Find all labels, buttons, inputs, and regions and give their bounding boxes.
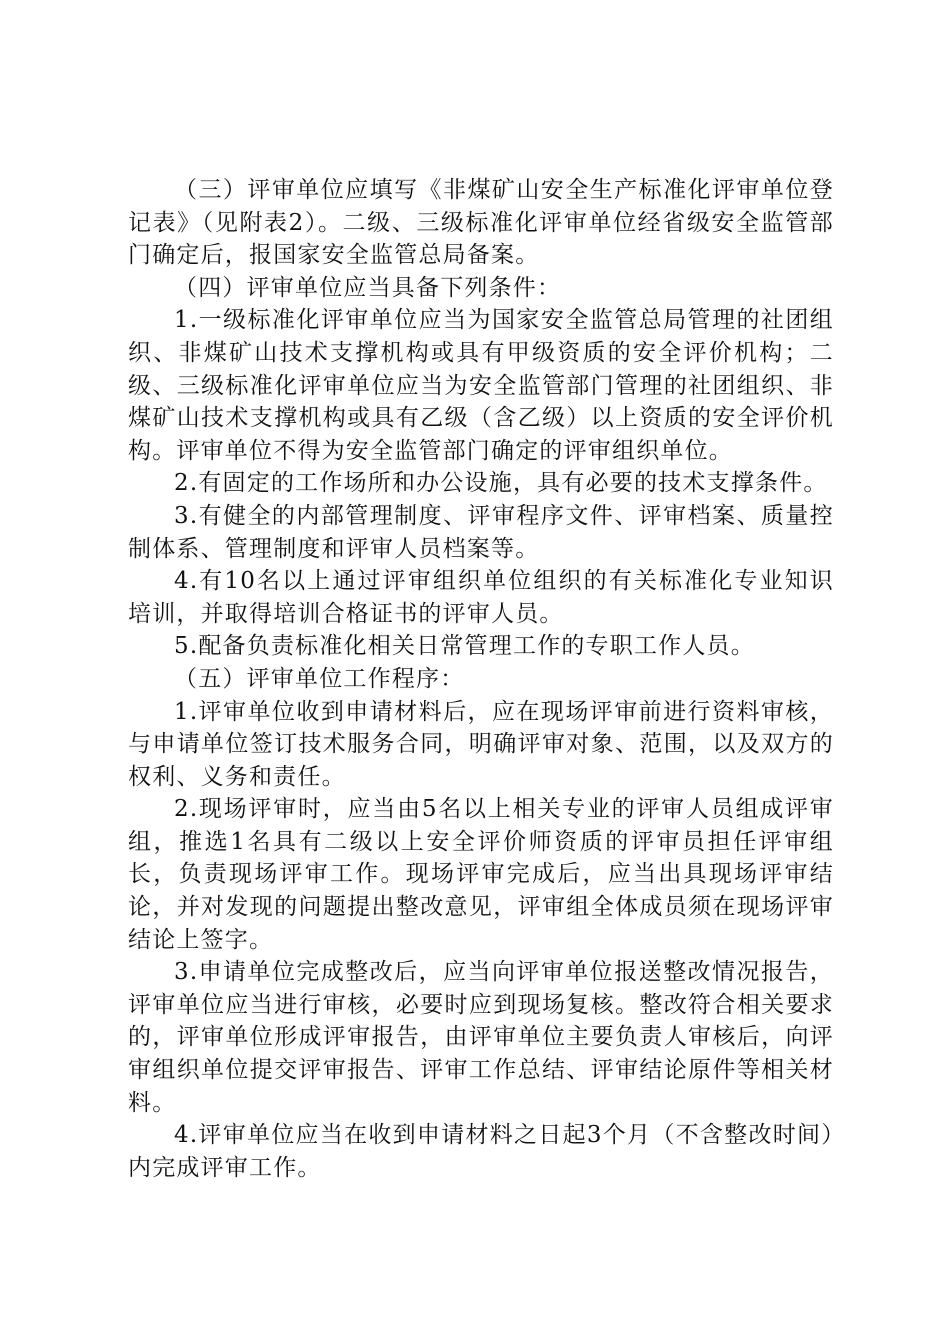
procedure-4-paragraph: 4.评审单位应当在收到申请材料之日起3个月（不含整改时间）内完成评审工作。 (128, 1122, 834, 1181)
procedure-2-paragraph: 2.现场评审时，应当由5名以上相关专业的评审人员组成评审组，推选1名具有二级以上安全评价师资质的评审员担任评审组长，负责现场评审工作。现场评审完成后，应当出具现场评审结论，并对发现的问题提出整改意见，评审组全体成员须在现场评审结论上签字。 (128, 796, 834, 953)
section-5-heading: （五）评审单位工作程序： (174, 665, 465, 692)
condition-1-paragraph: 1.一级标准化评审单位应当为国家安全监管总局管理的社团组织、非煤矿山技术支撑机构或具有甲级资质的安全评价机构；二级、三级标准化评审单位应当为安全监管部门管理的社团组织、非煤矿山技术支撑机构或具有乙级（含乙级）以上资质的安全评价机构。评审单位不得为安全监管部门确定的评审组织单位。 (128, 307, 834, 464)
section-3-paragraph: （三）评审单位应填写《非煤矿山安全生产标准化评审单位登记表》（见附表2）。二级、三级标准化评审单位经省级安全监管部门确定后，报国家安全监管总局备案。 (128, 177, 834, 269)
procedure-3-paragraph: 3.申请单位完成整改后，应当向评审单位报送整改情况报告，评审单位应当进行审核，必要时应到现场复核。整改符合相关要求的，评审单位形成评审报告，由评审单位主要负责人审核后，向评审组织单位提交评审报告、评审工作总结、评审结论原件等相关材料。 (128, 959, 834, 1116)
condition-2-paragraph: 2.有固定的工作场所和办公设施，具有必要的技术支撑条件。 (174, 470, 828, 497)
procedure-1-paragraph: 1.评审单位收到申请材料后，应在现场评审前进行资料审核，与申请单位签订技术服务合同，明确评审对象、范围，以及双方的权利、义务和责任。 (128, 698, 834, 790)
section-4-heading: （四）评审单位应当具备下列条件： (174, 274, 562, 301)
condition-4-paragraph: 4.有10名以上通过评审组织单位组织的有关标准化专业知识培训，并取得培训合格证书的评审人员。 (128, 568, 834, 627)
condition-3-paragraph: 3.有健全的内部管理制度、评审程序文件、评审档案、质量控制体系、管理制度和评审人员档案等。 (128, 502, 834, 562)
condition-5-paragraph: 5.配备负责标准化相关日常管理工作的专职工作人员。 (174, 633, 755, 660)
document-body (128, 174, 834, 1184)
